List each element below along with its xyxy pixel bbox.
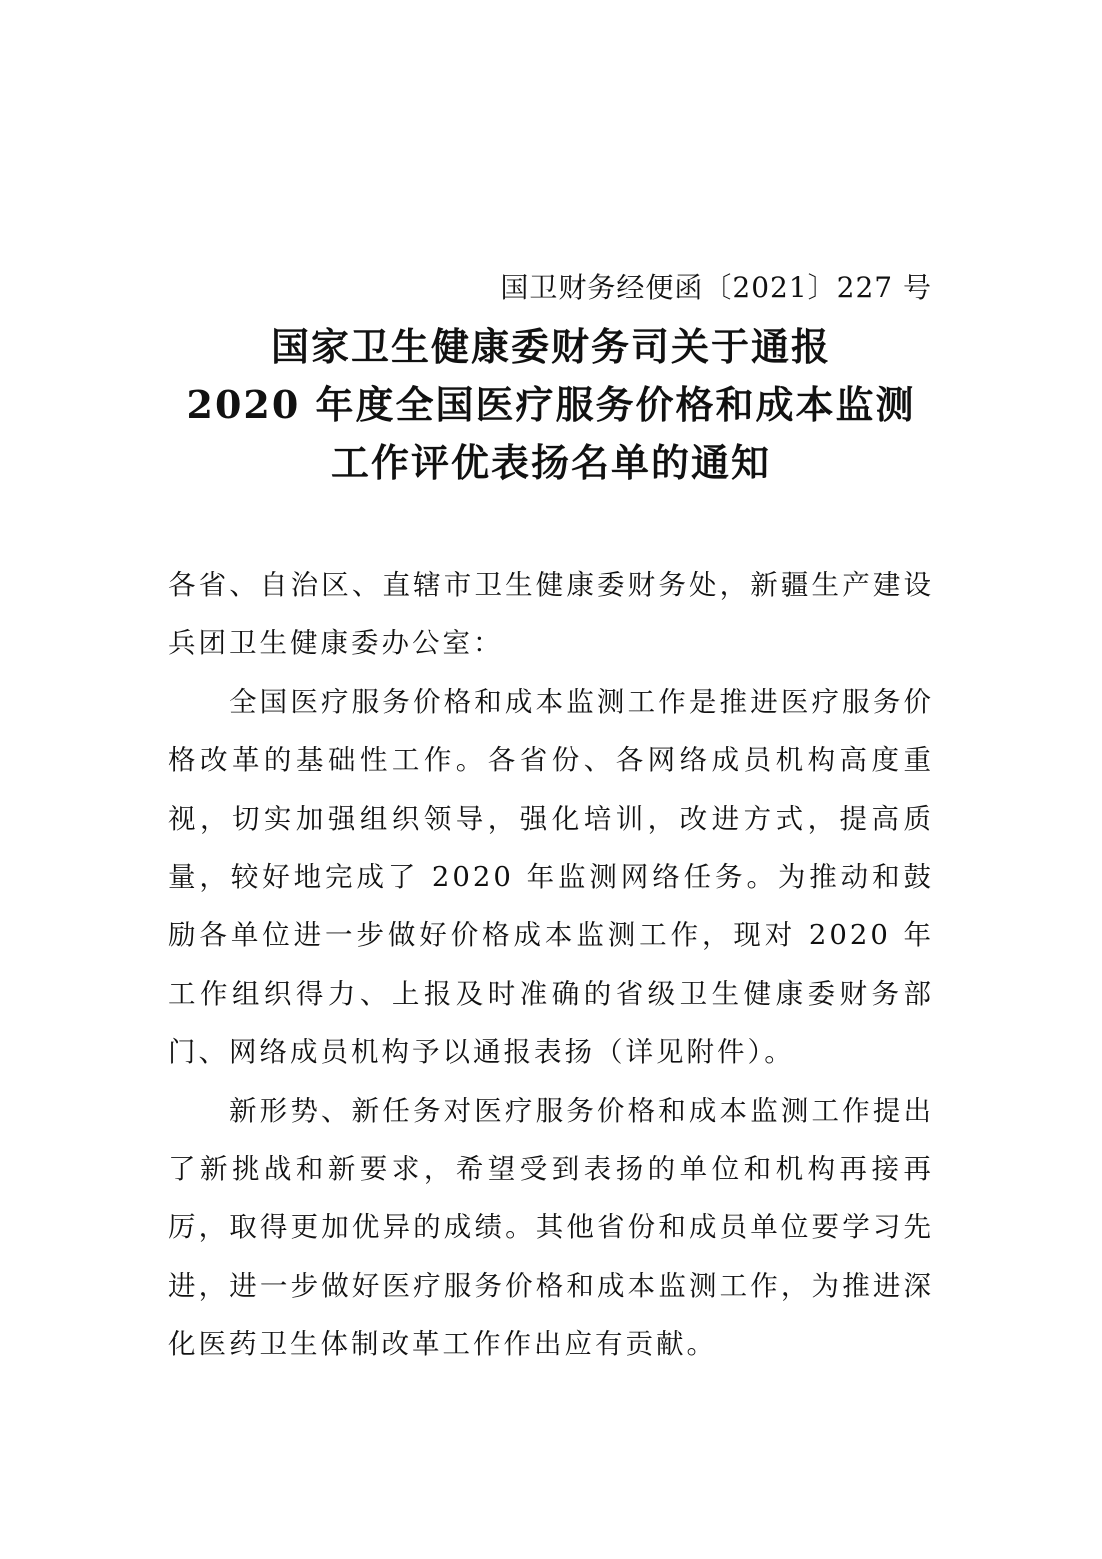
- salutation: 各省、自治区、直辖市卫生健康委财务处，新疆生产建设兵团卫生健康委办公室：: [168, 569, 934, 660]
- title-line-2: 2020 年度全国医疗服务价格和成本监测: [186, 382, 916, 427]
- body-paragraph-2: 新形势、新任务对医疗服务价格和成本监测工作提出了新挑战和新要求，希望受到表扬的单位和机构再接再厉，取得更加优异的成绩。其他省份和成员单位要学习先进，进一步做好医疗服务价格和成本监测工作，为推进深化医药卫生体制改革工作作出应有贡献。: [168, 1094, 934, 1361]
- title-line-1: 国家卫生健康委财务司关于通报: [270, 324, 831, 369]
- body-paragraph-1: 全国医疗服务价格和成本监测工作是推进医疗服务价格改革的基础性工作。各省份、各网络成员机构高度重视，切实加强组织领导，强化培训，改进方式，提高质量，较好地完成了 2020 年监测网络任务。为推动和鼓励各单位进一步做好价格成本监测工作，现对 2020 年工作组织得力、上报及时准确的省级卫生健康委财务部门、网络成员机构予以通报表扬（详见附件）。: [168, 685, 934, 1069]
- document-number: 国卫财务经便函〔2021〕227 号: [500, 271, 932, 304]
- title-line-3: 工作评优表扬名单的通知: [330, 440, 771, 485]
- document-body: [168, 556, 934, 1374]
- document-title: [0, 318, 1102, 492]
